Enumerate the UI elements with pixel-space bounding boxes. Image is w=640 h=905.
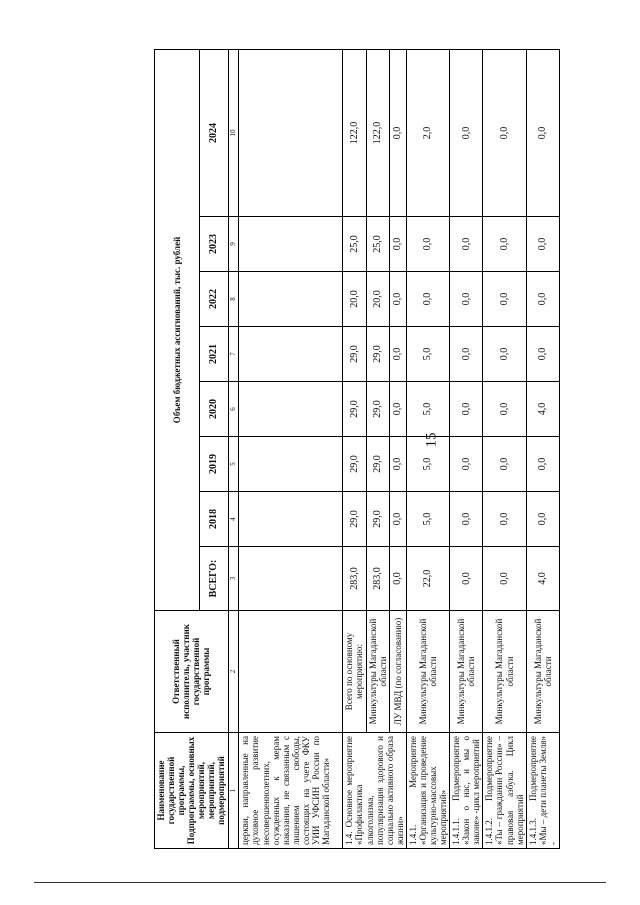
page-number: 15 — [423, 432, 440, 448]
value-cell: 29,0 — [366, 327, 389, 382]
value-cell: 5,0 — [406, 327, 449, 382]
header-year: 2023 — [199, 217, 228, 272]
value-total: 0,0 — [450, 547, 483, 611]
value-cell: 0,0 — [450, 327, 483, 382]
value-cell: 0,0 — [483, 382, 526, 437]
row-name: 1.4.1.2. Подмероприятие «Ты – гражданин России» – правовая азбука. Цикл мероприятий — [483, 733, 526, 849]
value-cell: 0,0 — [406, 217, 449, 272]
value-cell: 0,0 — [526, 272, 559, 327]
row-responsible: Минкультуры Магаданской области — [450, 611, 483, 733]
table-row — [526, 49, 559, 848]
column-number: 10 — [228, 49, 239, 216]
row-responsible: Минкультуры Магаданской области — [406, 611, 449, 733]
row-responsible: Всего по основному мероприятию: — [343, 611, 366, 733]
value-total — [239, 547, 343, 611]
value-cell: 0,0 — [389, 382, 406, 437]
value-cell: 0,0 — [483, 217, 526, 272]
value-cell: 5,0 — [406, 492, 449, 547]
header-total: ВСЕГО: — [199, 547, 228, 611]
value-cell: 0,0 — [526, 327, 559, 382]
header-year: 2018 — [199, 492, 228, 547]
row-responsible: Минкультуры Магаданской области — [366, 611, 389, 733]
table-row — [483, 49, 526, 848]
value-total: 283,0 — [366, 547, 389, 611]
value-cell: 0,0 — [483, 437, 526, 492]
row-responsible: Минкультуры Магаданской области — [526, 611, 559, 733]
row-responsible: Минкультуры Магаданской области — [483, 611, 526, 733]
value-cell: 0,0 — [389, 272, 406, 327]
value-total: 0,0 — [389, 547, 406, 611]
value-cell: 122,0 — [366, 49, 389, 216]
column-number: 3 — [228, 547, 239, 611]
value-total: 283,0 — [343, 547, 366, 611]
page-bottom-rule — [34, 882, 606, 883]
row-name: 1.4.1.3. Подмероприятие «Мы – дети планеты Земля» - — [526, 733, 559, 849]
value-cell: 20,0 — [366, 272, 389, 327]
table-row — [450, 49, 483, 848]
table-row — [406, 49, 449, 848]
header-year: 2021 — [199, 327, 228, 382]
column-number: 6 — [228, 382, 239, 437]
row-responsible: ЛУ МВД (по согласованию) — [389, 611, 406, 733]
value-cell — [239, 327, 343, 382]
value-total: 0,0 — [483, 547, 526, 611]
column-number: 5 — [228, 437, 239, 492]
header-responsible: Ответственный исполнитель, участник государственной программы — [155, 611, 229, 733]
value-cell: 0,0 — [450, 437, 483, 492]
header-budget: Объем бюджетных ассигнований, тыс. рублей — [155, 49, 200, 610]
value-cell: 0,0 — [389, 492, 406, 547]
column-number: 4 — [228, 492, 239, 547]
value-cell: 5,0 — [406, 437, 449, 492]
column-number: 7 — [228, 327, 239, 382]
value-cell: 0,0 — [483, 49, 526, 216]
value-cell: 0,0 — [526, 49, 559, 216]
value-cell: 0,0 — [526, 492, 559, 547]
value-cell: 122,0 — [343, 49, 366, 216]
header-name: Наименование государственной программы, Подпрограммы, основных мероприятий, мероприятий, подмероприятий — [155, 733, 229, 849]
header-year: 2019 — [199, 437, 228, 492]
value-cell: 0,0 — [389, 49, 406, 216]
value-cell: 29,0 — [366, 492, 389, 547]
column-number: 1 — [228, 733, 239, 849]
value-cell — [239, 272, 343, 327]
table-row — [389, 49, 406, 848]
value-cell: 0,0 — [450, 49, 483, 216]
value-cell: 29,0 — [343, 437, 366, 492]
table-row — [366, 49, 389, 848]
value-cell: 0,0 — [450, 492, 483, 547]
value-total: 22,0 — [406, 547, 449, 611]
row-name: 1.4.1. Мероприятие «Организация и проведение культурно-массовых мероприятий» — [406, 733, 449, 849]
column-number-row — [228, 49, 239, 848]
value-cell: 0,0 — [483, 327, 526, 382]
value-cell: 0,0 — [389, 437, 406, 492]
row-responsible — [239, 611, 343, 733]
value-cell: 0,0 — [483, 272, 526, 327]
value-cell — [239, 437, 343, 492]
value-cell: 4,0 — [526, 382, 559, 437]
value-cell: 0,0 — [450, 382, 483, 437]
value-cell: 29,0 — [366, 382, 389, 437]
value-cell: 20,0 — [343, 272, 366, 327]
value-cell: 29,0 — [343, 382, 366, 437]
value-cell: 0,0 — [450, 217, 483, 272]
header-row-1 — [155, 49, 200, 848]
value-cell: 0,0 — [483, 492, 526, 547]
column-number: 2 — [228, 611, 239, 733]
column-number: 8 — [228, 272, 239, 327]
value-cell — [239, 49, 343, 216]
value-total: 4,0 — [526, 547, 559, 611]
value-cell — [239, 217, 343, 272]
value-cell: 0,0 — [526, 217, 559, 272]
row-name: 1.4. Основное мероприятие «Профилактика алкоголизма, популяризация здорового и социально активного образа жизни» — [343, 733, 406, 849]
value-cell — [239, 492, 343, 547]
value-cell: 29,0 — [343, 492, 366, 547]
header-year: 2024 — [199, 49, 228, 216]
budget-table — [154, 49, 560, 849]
value-cell: 0,0 — [450, 272, 483, 327]
value-cell: 0,0 — [389, 327, 406, 382]
value-cell: 5,0 — [406, 382, 449, 437]
column-number: 9 — [228, 217, 239, 272]
table-row — [343, 49, 366, 848]
row-name: 1.4.1.1. Подмероприятие «Закон о нас, и мы о законе» -цикл мероприятий — [450, 733, 483, 849]
value-cell — [239, 382, 343, 437]
value-cell: 0,0 — [389, 217, 406, 272]
header-year: 2022 — [199, 272, 228, 327]
value-cell: 0,0 — [406, 272, 449, 327]
row-name: церкви, направленные на духовное развитие несовершеннолетних, осужденных к мерам наказания, не связанным с лишением свободы, состоящих на учете ФКУ УИИ УФСИН России по Магаданской области» — [239, 733, 343, 849]
value-cell: 25,0 — [343, 217, 366, 272]
value-cell: 2,0 — [406, 49, 449, 216]
header-year: 2020 — [199, 382, 228, 437]
value-cell: 25,0 — [366, 217, 389, 272]
table-row — [239, 49, 343, 848]
value-cell: 0,0 — [526, 437, 559, 492]
value-cell: 29,0 — [366, 437, 389, 492]
value-cell: 29,0 — [343, 327, 366, 382]
